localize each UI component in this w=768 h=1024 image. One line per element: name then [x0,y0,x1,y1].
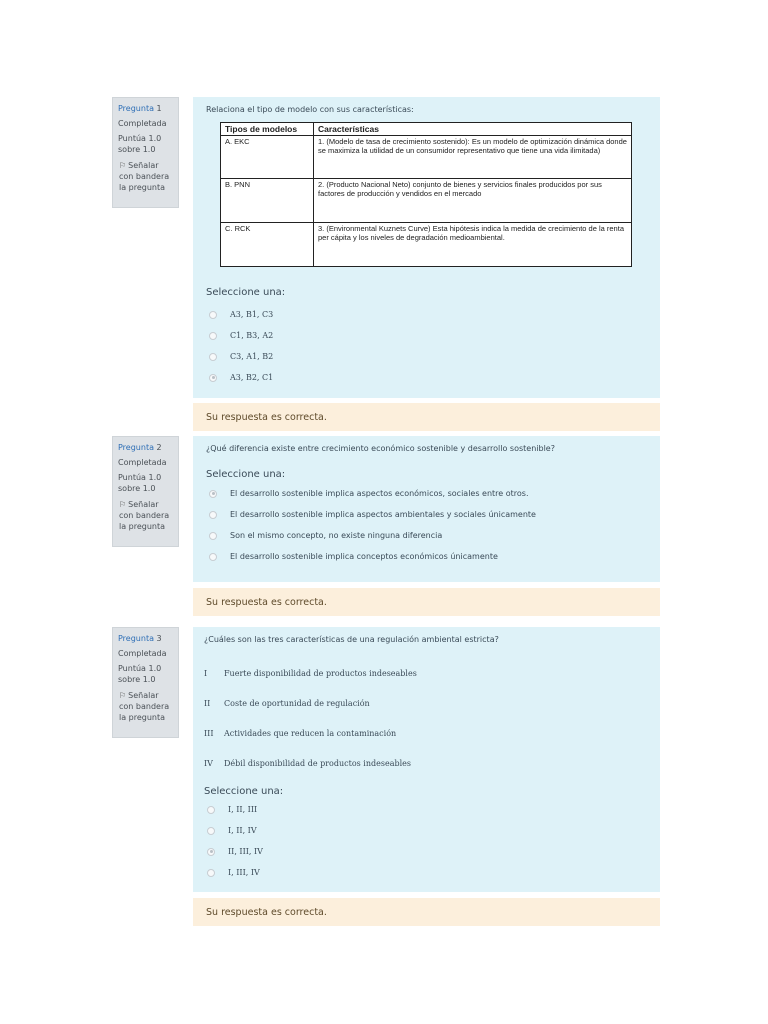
answer-option[interactable]: I, II, IV [204,820,648,841]
statement-item: III Actividades que reducen la contaminación [204,728,397,738]
radio-button[interactable] [209,532,217,540]
question-score: Puntúa 1.0 sobre 1.0 [118,664,162,684]
relation-table [220,122,632,267]
table-header: Tipos de modelos [221,123,314,136]
question-info-3 [112,627,179,738]
question-content-1 [193,97,660,398]
statement-item: I Fuerte disponibilidad de productos indeseables [204,668,417,678]
radio-button[interactable] [209,511,217,519]
statement-item: IV Débil disponibilidad de productos indeseables [204,758,412,768]
table-cell: 2. (Producto Nacional Neto) conjunto de bienes y servicios finales producidos por sus factores de producción y vendidos en el mercado [314,179,632,223]
table-cell: A. EKC [221,136,314,179]
flag-icon: ⚐ [119,500,127,509]
question-score: Puntúa 1.0 sobre 1.0 [118,134,162,154]
select-label: Seleccione una: [206,287,286,298]
radio-button[interactable] [207,869,215,877]
question-text: Relaciona el tipo de modelo con sus características: [206,105,414,114]
answer-option[interactable]: C3, A1, B2 [206,346,648,367]
radio-button-selected[interactable] [207,848,215,856]
question-number-1: Pregunta 1 [118,104,162,113]
table-cell: 3. (Environmental Kuznets Curve) Esta hipótesis indica la medida de crecimiento de la renta per cápita y los niveles de degradación medioambiental. [314,223,632,267]
answer-option[interactable]: II, III, IV [204,841,648,862]
question-number-2: Pregunta 2 [118,443,162,452]
select-label: Seleccione una: [206,469,286,480]
question-info-2 [112,436,179,547]
flag-question-button[interactable]: ⚐ Señalar con bandera la pregunta [119,691,170,722]
answer-option[interactable]: C1, B3, A2 [206,325,648,346]
answer-option[interactable]: El desarrollo sostenible implica aspectos ambientales y sociales únicamente [206,504,648,525]
table-header: Características [314,123,632,136]
question-content-2 [193,436,660,582]
statement-item: II Coste de oportunidad de regulación [204,698,370,708]
answer-option[interactable]: I, III, IV [204,862,648,883]
question-status: Completada [118,649,167,658]
question-number-3: Pregunta 3 [118,634,162,643]
answer-option[interactable]: El desarrollo sostenible implica aspectos económicos, sociales entre otros. [206,483,648,504]
feedback-correct: Su respuesta es correcta. [193,403,660,431]
radio-button-selected[interactable] [209,374,217,382]
question-info-1 [112,97,179,208]
radio-button[interactable] [207,806,215,814]
feedback-correct: Su respuesta es correcta. [193,898,660,926]
flag-question-button[interactable]: ⚐ Señalar con bandera la pregunta [119,500,170,531]
question-content-3 [193,627,660,892]
radio-button[interactable] [209,311,217,319]
question-text: ¿Qué diferencia existe entre crecimiento económico sostenible y desarrollo sostenible? [206,444,555,453]
answer-option[interactable]: A3, B1, C3 [206,304,648,325]
flag-icon: ⚐ [119,691,127,700]
radio-button[interactable] [209,553,217,561]
table-cell: 1. (Modelo de tasa de crecimiento sostenido): Es un modelo de optimización dinámica donde se maximiza la utilidad de un consumidor representativo que tiene una vida ilimitada) [314,136,632,179]
question-status: Completada [118,119,167,128]
answer-option[interactable]: A3, B2, C1 [206,367,648,388]
answer-option[interactable]: I, II, III [204,799,648,820]
question-text: ¿Cuáles son las tres características de una regulación ambiental estricta? [204,635,499,644]
radio-button[interactable] [209,353,217,361]
answer-option[interactable]: Son el mismo concepto, no existe ninguna diferencia [206,525,648,546]
radio-button[interactable] [207,827,215,835]
question-score: Puntúa 1.0 sobre 1.0 [118,473,162,493]
flag-icon: ⚐ [119,161,127,170]
select-label: Seleccione una: [204,786,284,797]
radio-button[interactable] [209,332,217,340]
answer-option[interactable]: El desarrollo sostenible implica conceptos económicos únicamente [206,546,648,567]
table-cell: B. PNN [221,179,314,223]
flag-question-button[interactable]: ⚐ Señalar con bandera la pregunta [119,161,170,192]
question-status: Completada [118,458,167,467]
table-cell: C. RCK [221,223,314,267]
radio-button-selected[interactable] [209,490,217,498]
feedback-correct: Su respuesta es correcta. [193,588,660,616]
